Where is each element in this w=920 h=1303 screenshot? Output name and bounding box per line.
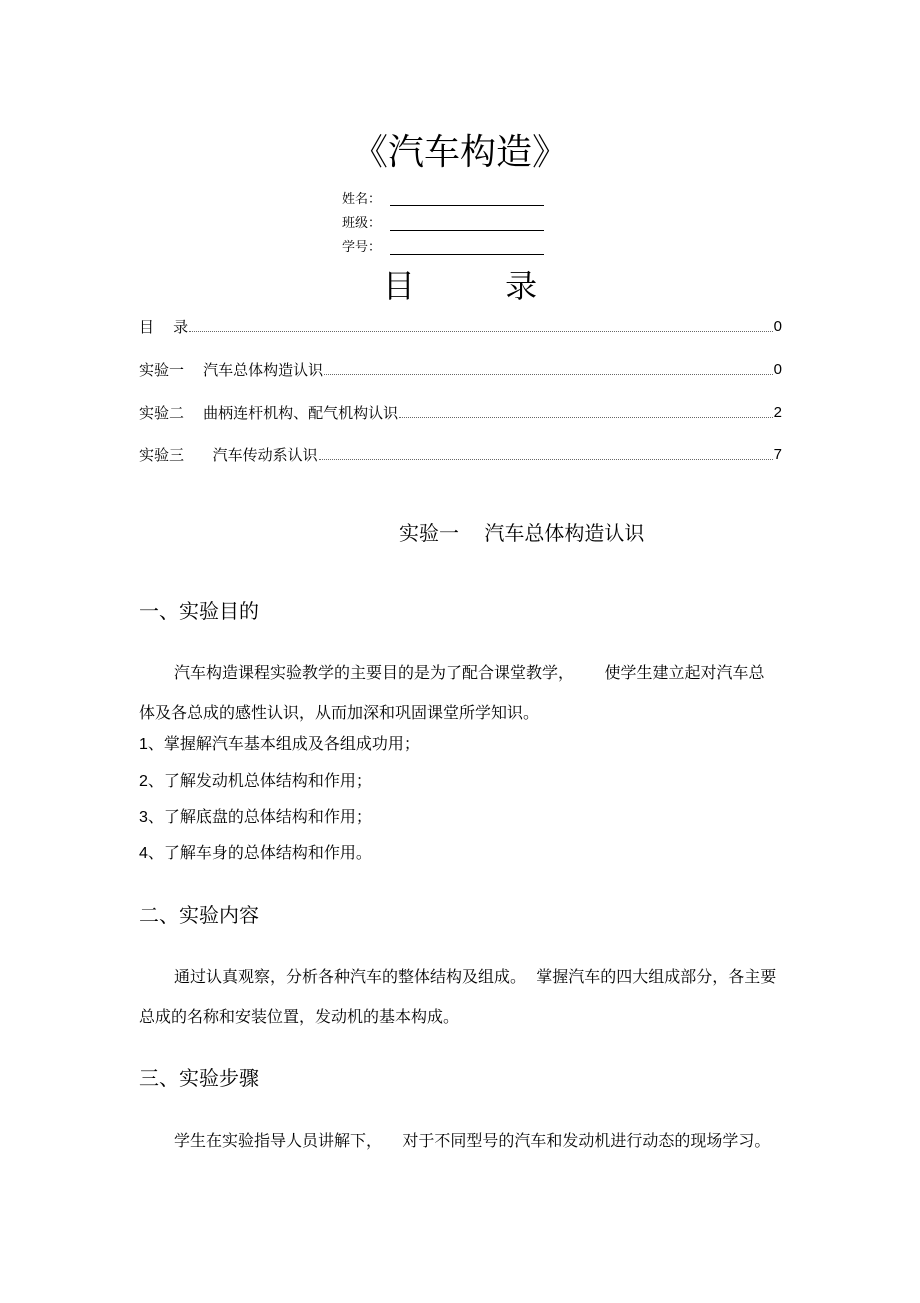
toc-entry-page: 0: [773, 361, 782, 378]
list-item-number: 1: [139, 736, 148, 753]
section-heading-steps: 三、实验步骤: [139, 1066, 259, 1090]
toc-entry-page: 0: [773, 318, 782, 335]
class-label: 班级：: [342, 216, 382, 231]
toc-entry[interactable]: [139, 400, 782, 424]
name-label: 姓名：: [342, 192, 382, 207]
paragraph-part: 使学生建立起对汽车总体及各总成的感性认识，从而加深和巩固课堂所学知识。: [139, 663, 765, 722]
list-item-text: 、了解发动机总体结构和作用；: [147, 771, 372, 790]
paragraph-part: 汽车构造课程实验教学的主要目的是为了配合课堂教学，: [174, 663, 575, 682]
steps-paragraph: [139, 1121, 780, 1161]
toc-entry-page: 7: [773, 446, 782, 463]
paragraph-part: 学生在实验指导人员讲解下，: [174, 1131, 383, 1150]
content-paragraph: [139, 957, 780, 1037]
toc-leader-dots: [399, 417, 773, 418]
toc-entry-label: 目 录: [139, 318, 189, 336]
list-item-number: 3: [139, 809, 148, 826]
toc-entry[interactable]: [139, 357, 782, 381]
student-id-label: 学号：: [342, 240, 382, 255]
toc-entry-page: 2: [773, 404, 782, 421]
paragraph-part: 通过认真观察，分析各种汽车的整体结构及组成。: [174, 967, 527, 986]
purpose-paragraph: [139, 653, 780, 733]
list-item: [139, 769, 372, 794]
toc-entry-label: 实验二 曲柄连杆机构、配气机构认识: [139, 404, 399, 422]
section-heading-content: 二、实验内容: [139, 903, 259, 927]
document-title: 《汽车构造》: [351, 132, 568, 173]
paragraph-part: 掌握汽车的四大组成部分，各主要总成的名称和安装位置，发动机的基本构成。: [139, 967, 777, 1026]
list-item: [139, 805, 372, 830]
toc-entry[interactable]: [139, 314, 782, 338]
name-blank-line: [390, 205, 544, 206]
list-item-text: 、了解底盘的总体结构和作用；: [147, 807, 372, 826]
section-heading-purpose: 一、实验目的: [139, 599, 259, 623]
list-item-number: 4: [139, 845, 148, 862]
student-id-blank-line: [390, 254, 544, 255]
class-blank-line: [390, 230, 544, 231]
toc-heading: 目 录: [382, 267, 578, 305]
list-item-text: 、掌握解汽车基本组成及各组成功用；: [147, 734, 420, 753]
list-item-text: 、了解车身的总体结构和作用。: [147, 843, 372, 862]
paragraph-part: 对于不同型号的汽车和发动机进行动态的现场学习。: [402, 1131, 771, 1150]
toc-leader-dots: [324, 374, 773, 375]
experiment-title: 实验一 汽车总体构造认识: [399, 521, 645, 545]
list-item: [139, 841, 372, 866]
toc-leader-dots: [189, 331, 773, 332]
toc-entry-label: 实验三 汽车传动系认识: [139, 446, 318, 464]
toc-leader-dots: [319, 459, 773, 460]
toc-entry-label: 实验一 汽车总体构造认识: [139, 361, 324, 379]
list-item-number: 2: [139, 773, 148, 790]
toc-entry[interactable]: [139, 442, 782, 466]
list-item: [139, 732, 420, 757]
